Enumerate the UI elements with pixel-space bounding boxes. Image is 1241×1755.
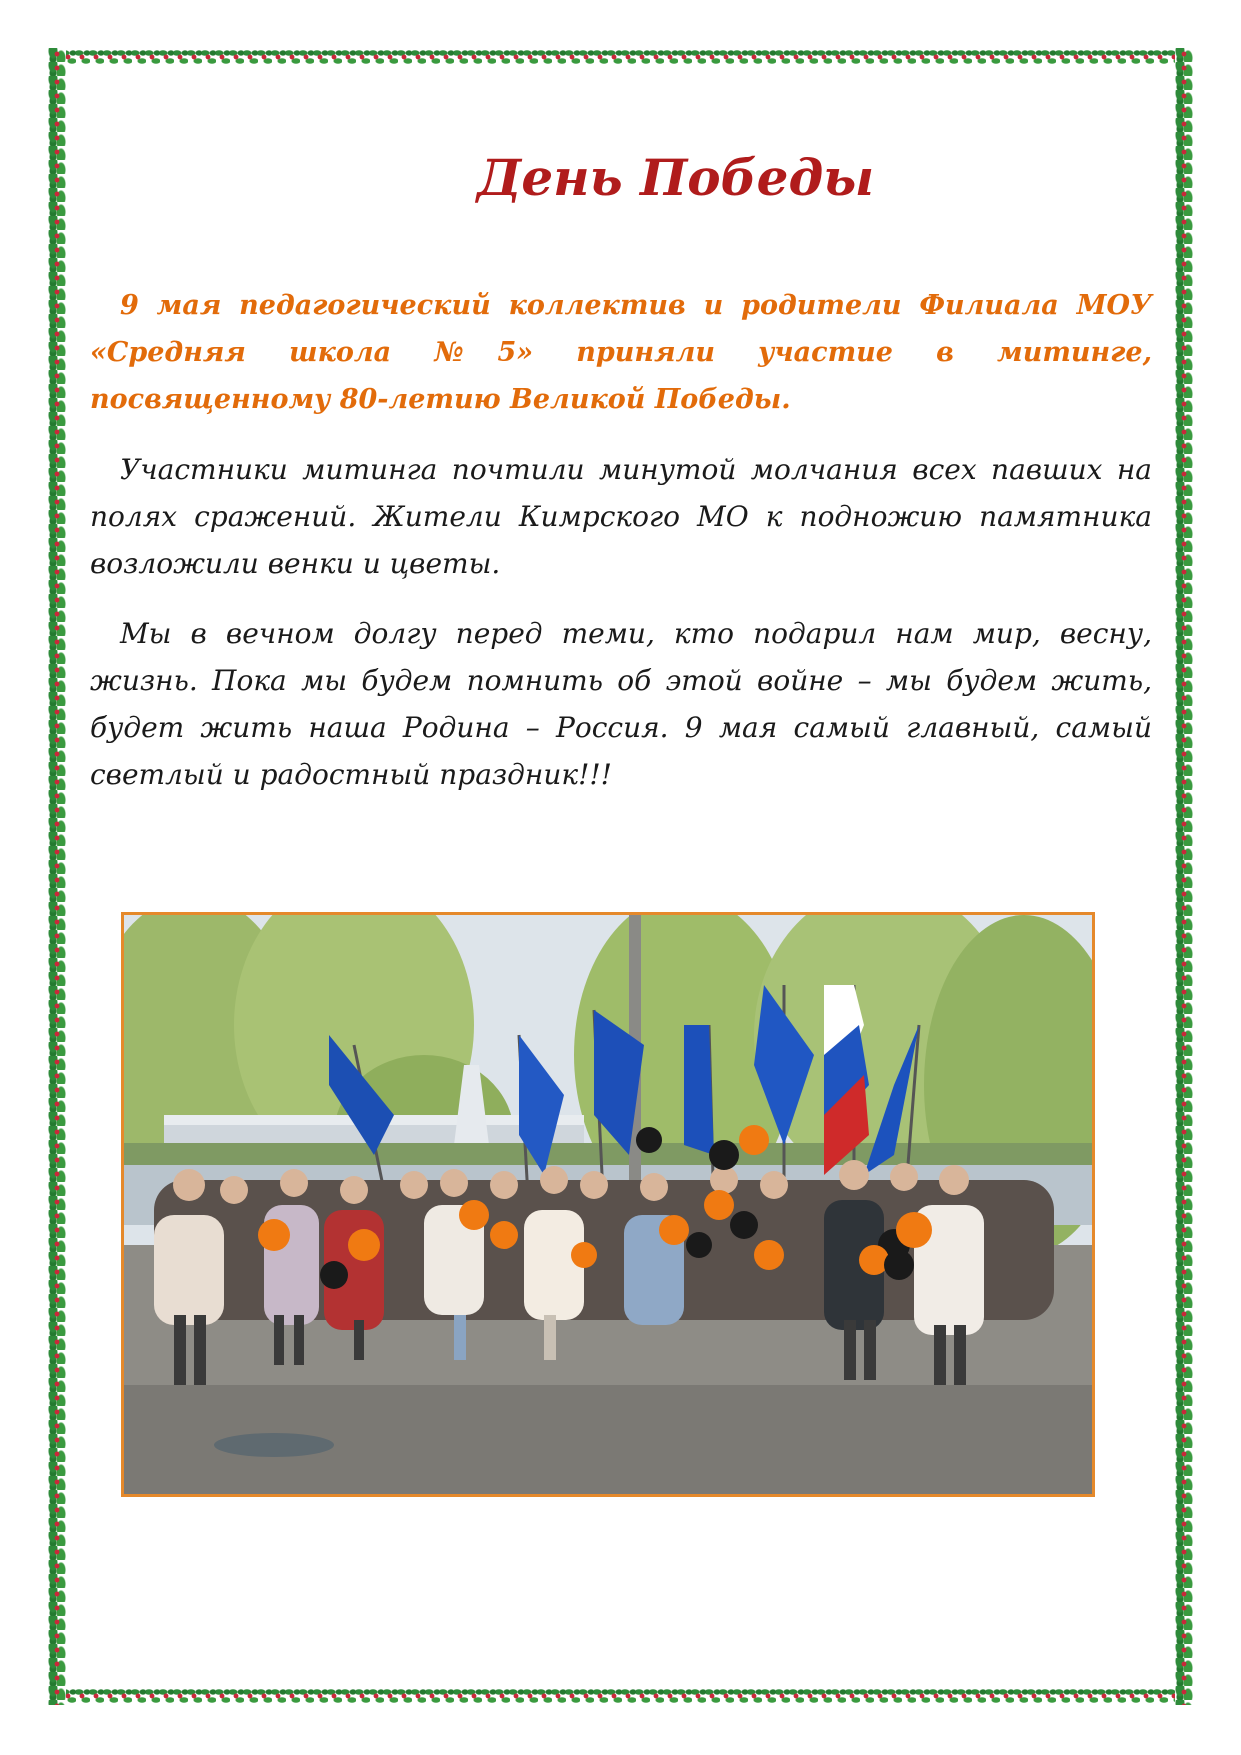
group-photo-icon [124, 915, 1092, 1494]
decorative-border-right [1175, 48, 1193, 1705]
body-paragraph-tribute: Мы в вечном долгу перед теми, кто подарил нам мир, весну, жизнь. Пока мы будем помнить об этой войне – мы будем жить, будет жить наша Родина – Россия. 9 мая самый главный, самый светлый и радостный праздник!!! [90, 617, 1152, 791]
decorative-border-top [48, 48, 1193, 66]
decorative-border-left [48, 48, 66, 1705]
group-photo [121, 912, 1095, 1497]
lead-paragraph: 9 мая педагогический коллектив и родители Филиала МОУ «Средняя школа №5» приняли участие в митинге, посвященному 80-летию Великой Победы. [90, 290, 1152, 415]
decorative-border-bottom [48, 1687, 1193, 1705]
page-title: День Победы [476, 148, 875, 207]
body-paragraph-ceremony: Участники митинга почтили минутой молчания всех павших на полях сражений. Жители Кимрского МО к подножию памятника возложили венки и цветы. [90, 453, 1152, 580]
